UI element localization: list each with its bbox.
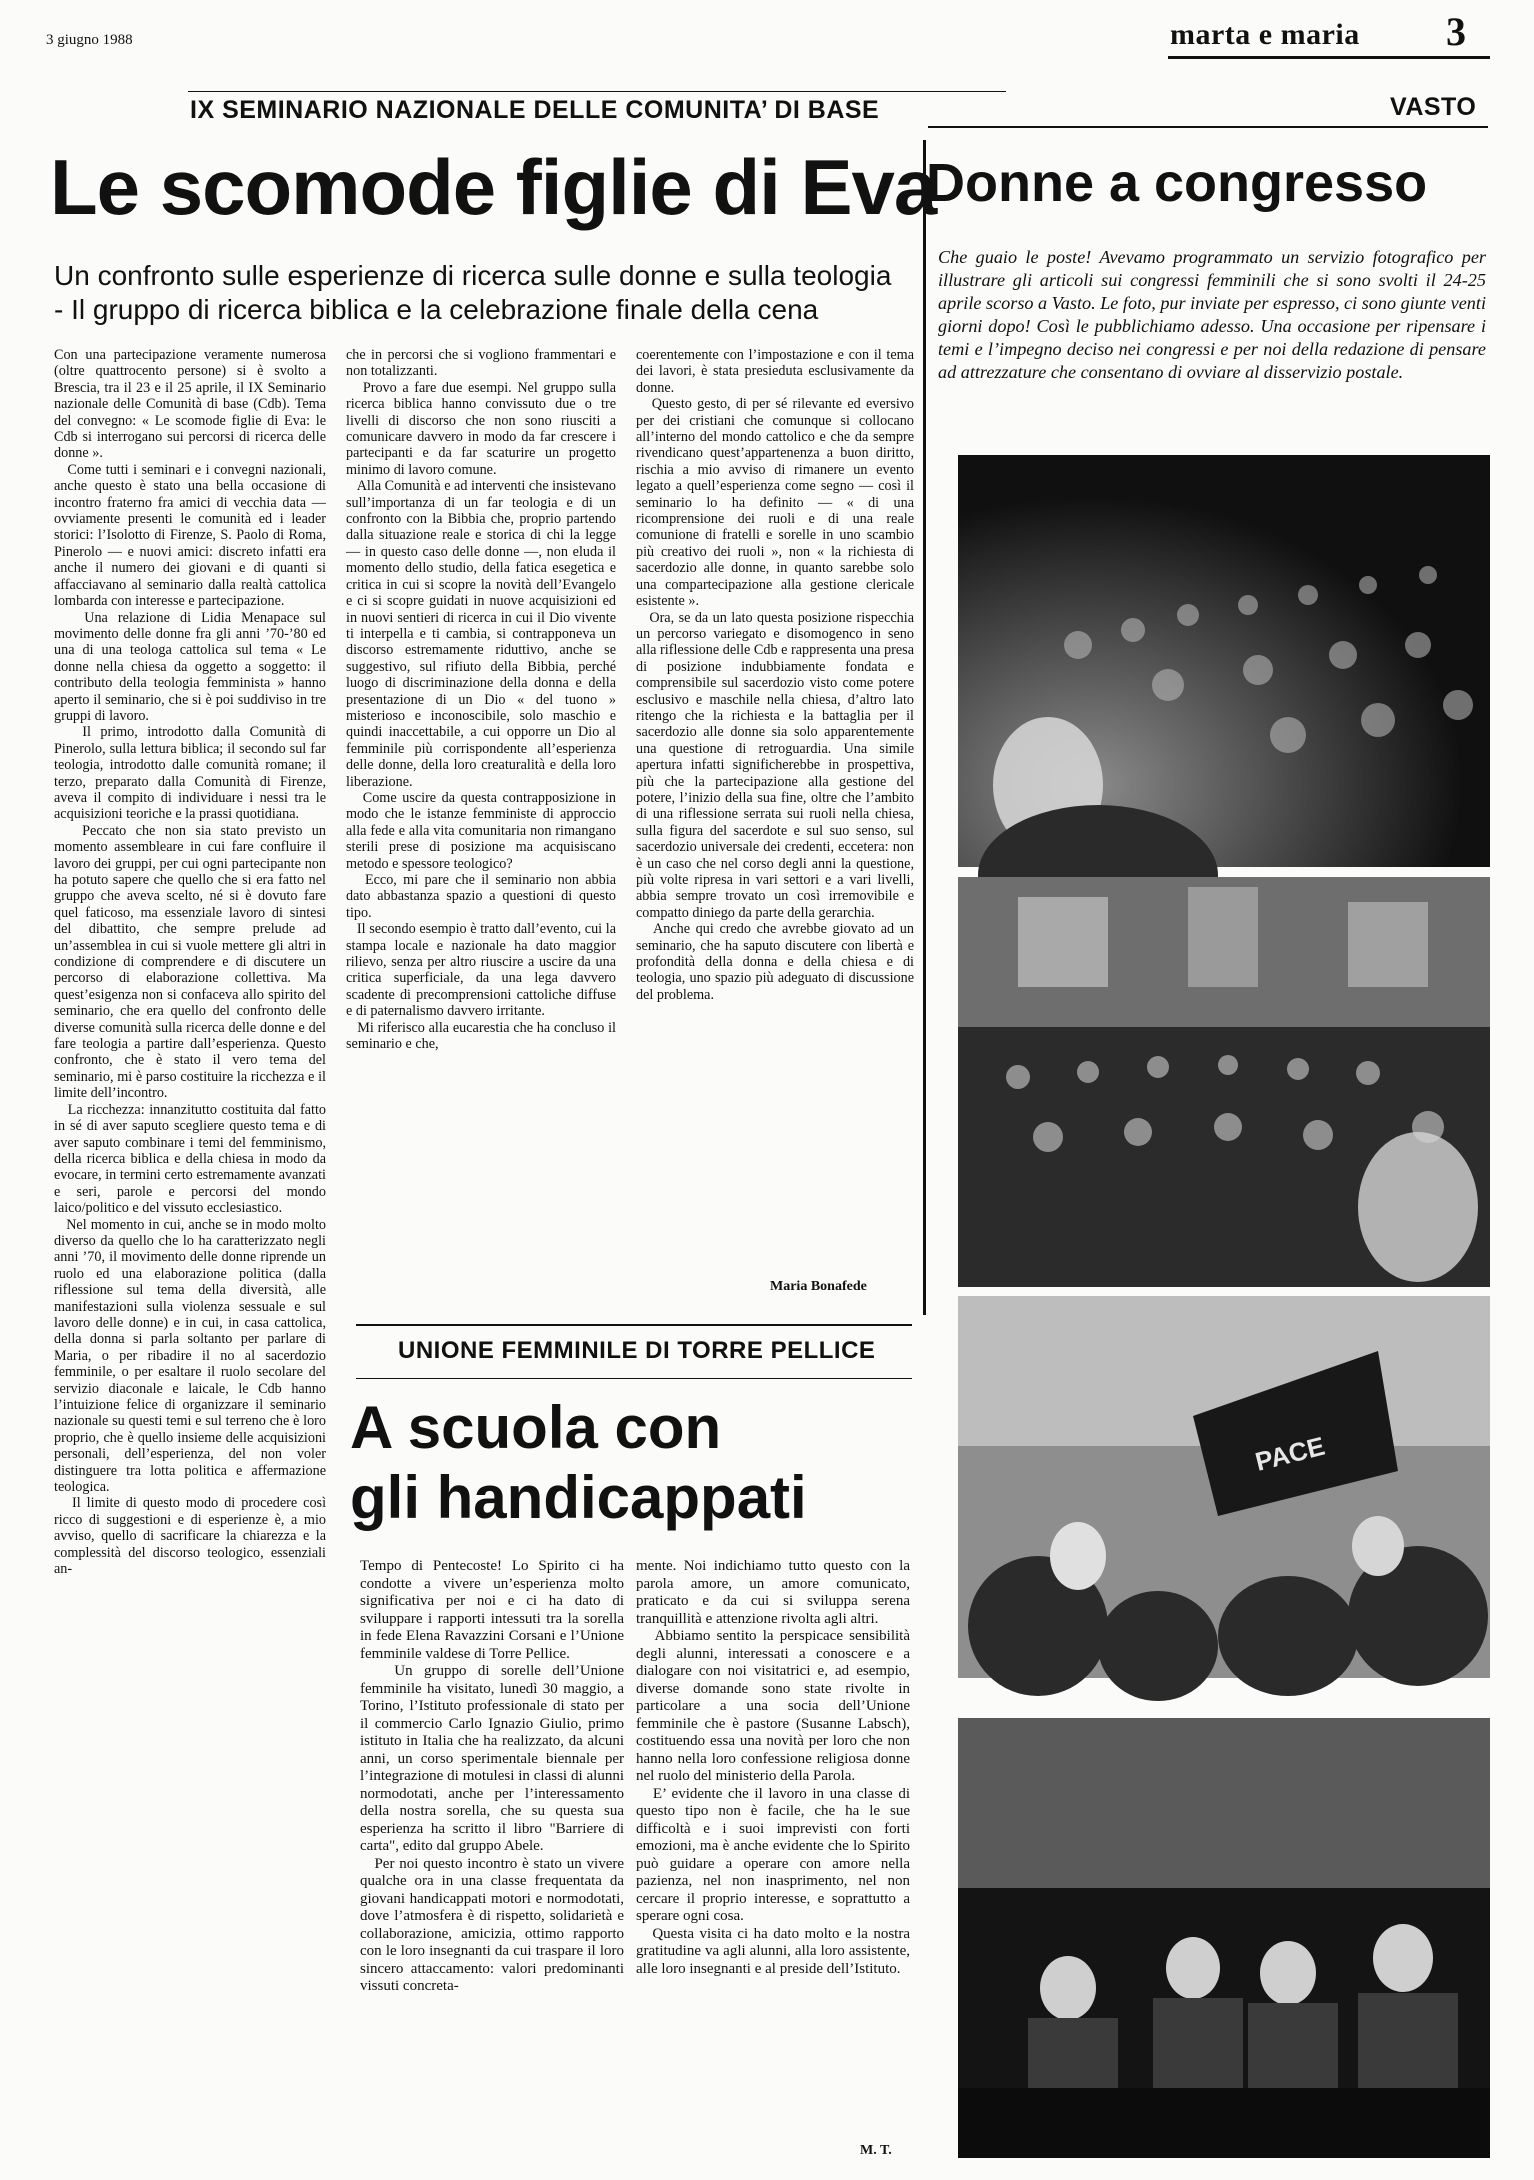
torre-headline-line1: A scuola con [350,1394,722,1461]
vasto-kicker: VASTO [1390,93,1477,121]
eva-headline: Le scomode figlie di Eva [50,143,937,231]
eva-column-3: coerentemente con l’impostazione e con il tema dei lavori, è stata presieduta esclusivamente da donne. Questo gesto, di per sé rilevante ed eversivo per dei cristiani che comunque si collocano all’interno del mondo cattolico e che da sempre rivendicano quest’appartenenza a buon diritto, rischia a mio avviso di rimanere un evento legato a quell’esperienza come segno — così il seminario lo ha definito — « di una ricomprensione dei ruoli e di una reale comunione di fratelli e sorelle in uno scambio più creativo dei ruoli », non « la richiesta di sacerdozio alle donne, in quanto sarebbe solo una compartecipazione alla gestione clericale esistente ». Ora, se da un lato questa posizione rispecchia un percorso variegato e disomogenco in seno alla riflessione delle Cdb e rappresenta una presa di posizione indubbiamente fondata e comprensibile sul sacerdozio visto come potere esclusivo e maschile nella chiesa, d’altro lato ritengo che la richiesta e la battaglia per il sacerdozio alle donne sia solo apparentemente una questione di retroguardia. Una simile apertura infatti significherebbe in prospettiva, più che la partecipazione alla gestione del potere, l’inizio della sua fine, oltre che l’ambito di una riflessione serrata sui ruoli nella chiesa, sulla figura del sacerdote e sul suo senso, sul sacerdozio universale dei credenti, eccetera: non è un caso che nel corso degli anni la questione, più volte ripresa in vari settori e a vari livelli, abbia sempre trovato un così irremovibile e compatto diniego da parte della gerarchia. Anche qui credo che avrebbe giovato ad un seminario, che ha saputo discutere con libertà e profondità della donna e della chiesa e di teologia, uno spazio più adeguato di discussione del problema. [636,347,915,1003]
vasto-rule [928,126,1488,128]
photo-pace-banner [958,1296,1490,1678]
torre-kicker-rule [356,1378,912,1379]
eva-column-1: Con una partecipazione veramente numerosa (oltre quattrocento persone) si è svolto a Brescia, tra il 23 e il 25 aprile, il IX Seminario nazionale delle Comunità di base (Cdb). Tema del convegno: « Le scomode figlie di Eva: le Cdb si interrogano sui percorsi di ricerca delle donne ». Come tutti i seminari e i convegni nazionali, anche questo è stato una bella occasione di incontro fraterno fra amici di vecchia data — ovviamente presenti le comunità ed i leader storici: l’Isolotto di Firenze, S. Paolo di Roma, Pinerolo — e nuovi amici: discreto infatti era anche il numero dei giovani e di quanti si affacciavano al seminario dalla realtà cattolica lombarda con interesse e partecipazione. Una relazione di Lidia Menapace sul movimento delle donne fra gli anni ’70-’80 ed una di una teologa cattolica sul tema « Le donne nella chiesa da oggetto a soggetto: il contributo della teologia femminista » hanno aperto il seminario, che si è poi suddiviso in tre gruppi di lavoro. Il primo, introdotto dalla Comunità di Pinerolo, sulla lettura biblica; il secondo sul far teologia, introdotto dalle comunità romane; il terzo, preparato dalla Comunità di Firenze, aveva il compito di individuare i nessi tra le acquisizioni teoriche e la prassi quotidiana. Peccato che non sia stato previsto un momento assembleare in cui fare confluire il lavoro dei gruppi, per cui ogni partecipante non ha potuto sapere che quello che si era fatto nel gruppo che aveva scelto, né si è dovuto fare quel faticoso, ma essenziale lavoro di sintesi del dibattito, che sempre prelude ad un’assemblea in cui si vuole mettere gli altri in condizione di comprendere e di discutere un percorso di elaborazione collettiva. Ma quest’esigenza non si confaceva allo spirito del seminario, che era quello del confronto delle diverse comunità sulla ricerca delle donne e del fare teologia a partire dall’esperienza. Questo confronto, che è stato il vero tema del seminario, mi è parso costituire la ricchezza e il limite dell’incontro. La ricchezza: innanzitutto costituita dal fatto in sé di aver saputo scegliere questo tema e di aver saputo combinare i temi del femminismo, della ricerca biblica e della chiesa in modo da evocare, in termini certo estremamente avanzati e seri, parole e percorsi del mondo laico/politico e del vissuto ecclesiastico. Nel momento in cui, anche se in modo molto diverso da quello che lo ha caratterizzato negli anni ’70, il movimento delle donne riprende un ruolo ed una elaborazione politica (dalla riflessione sul tema della diversità, alle manifestazioni sulla violenza sessuale e sul lavoro delle donne) e in cui, in casa cattolica, della donna si parla soltanto per parlare di Maria, o per ribadire il no al sacerdozio femminile, o per esaltare il ruolo secolare del servizio diaconale e laicale, le Cdb hanno l’intuizione felice di organizzare il seminario nazionale su questi temi e sul terreno che è loro proprio, che è quello insieme delle acquisizioni personali, dell’esperienza, del non voler distinguere tra lotta politica e affermazione teologica. Il limite di questo modo di procedere così ricco di suggestioni e di esperienze è, a mio avviso, quello di sacrificare la chiarezza e la complessità del discorso teologico, essenziali an- [54,347,327,1578]
torre-headline-line2: gli handicappati [350,1464,807,1531]
page-number: 3 [1446,9,1466,54]
torre-kicker: UNIONE FEMMINILE DI TORRE PELLICE [398,1337,876,1364]
masthead-rule [1168,56,1490,59]
torre-signature: M. T. [860,2143,892,2158]
eva-subtitle: Un confronto sulle esperienze di ricerca sulle donne e sulla teologia - Il gruppo di ricerca biblica e la celebrazione finale della cena [54,260,892,325]
torre-column-2: mente. Noi indichiamo tutto questo con la parola amore, un amore comunicato, praticato e da cui si sviluppa serena tranquillità e attenzione rivolta agli altri. Abbiamo sentito la perspicace sensibilità degli alunni, interessati a conoscere e a dialogare con noi visitatrici e, ad esempio, diverse domande sono state rivolte in particolare a una socia dell’Unione femminile che è pastore (Susanne Labsch), costituendo essa una novità per loro che non hanno nella loro confessione religiosa donne nel ruolo del ministerio della Parola. E’ evidente che il lavoro in una classe di questo tipo non è facile, che ha le sue difficoltà e i suoi imprevisti con forti emozioni, ma è anche evidente che lo Spirito può guidare a operare con amore nella pazienza, nel non inasprimento, nel non cercare il proprio interesse, e soprattutto a sperare ogni cosa. Questa visita ci ha dato molto e la nostra gratitudine va agli alunni, alla loro assistente, alle loro insegnanti e al preside dell’Istituto. [636,1558,911,1977]
vasto-intro: Che guaio le poste! Avevamo programmato un servizio fotografico per illustrare gli articoli sui congressi femminili che si sono svolti il 24-25 aprile scorso a Vasto. Le foto, pur inviate per espresso, ci sono giunte venti giorni dopo! Così le pubblichiamo adesso. Una occasione per ripensare i temi e l’impegno deciso nei congressi e per noi della redazione di pensare ad attrezzature che consentano di ovviare al disservizio postale. [938,247,1486,382]
eva-kicker: IX SEMINARIO NAZIONALE DELLE COMUNITA’ DI BASE [190,96,880,124]
kicker-rule [188,91,1006,92]
photo-conference-hall [958,877,1490,1287]
banner-text: PACE [1252,1430,1328,1477]
column-divider [923,140,926,1315]
eva-column-2: che in percorsi che si vogliono frammentari e non totalizzanti. Provo a fare due esempi. Nel gruppo sulla ricerca biblica hanno convissuto due o tre livelli di discorso che non sono riusciti a comunicare davvero in modo da far crescere i partecipanti e da far scaturire un progetto minimo di lavoro comune. Alla Comunità e ad interventi che insistevano sull’importanza di un far teologia e di un confronto con la Bibbia che, proprio partendo dalla situazione reale e storica di chi la legge — in questo caso delle donne —, non eluda il momento dello studio, della fatica esegetica e critica in cui si scopre la novità dell’Evangelo e ci si scopre guidati in nuove acquisizioni ed in nuovi sentieri di ricerca in cui il Dio vivente ti interpella e ti cambia, si contrapponeva un discorso estremamente riduttivo, anche se suggestivo, sul rifiuto della Bibbia, perché luogo di discriminazione della donna e della presentazione di un Dio « del tuono » misterioso e inconoscibile, solo maschio e quindi inaccettabile, a cui opporre un Dio al femminile più corrispondente all’esperienza delle donne, della loro creaturalità e della loro liberazione. Come uscire da questa contrapposizione in modo che le istanze femministe di approccio alla fede e alla vita comunitaria non rimangano sterili prese di posizione ma acquisiscano metodo e spessore teologico? Ecco, mi pare che il seminario non abbia dato abbastanza spazio a questioni di questo tipo. Il secondo esempio è tratto dall’evento, cui la stampa locale e nazionale ha dato maggior rilievo, senza per altro riuscire a uscire da una critica superficiale, da una lega davvero scadente di precomprensioni cattoliche diffuse e di paternalismo davvero irritante. Mi riferisco alla eucarestia che ha concluso il seminario e che, [346,347,617,1053]
torre-column-1: Tempo di Pentecoste! Lo Spirito ci ha condotte a vivere un’esperienza molto significativa per noi e ci ha dato di sviluppare i rapporti intessuti tra la sorella in fede Elena Ravazzini Corsani e l’Unione femminile valdese di Torre Pellice. Un gruppo di sorelle dell’Unione femminile ha visitato, lunedì 30 maggio, a Torino, l’Istituto professionale di stato per il commercio Carlo Ignazio Giulio, primo istituto in Italia che ha realizzato, da alcuni anni, un corso sperimentale biennale per l’integrazione di motulesi in classi di alunni normodotati, anche per l’interessamento della nostra sorella, che su questa sua esperienza ha scritto il libro "Barriere di carta", edito dal gruppo Abele. Per noi questo incontro è stato un vivere qualche ora in una classe frequentata da giovani handicappati motori e normodotati, dove l’atmosfera è di rispetto, solidarietà e collaborazione, amicizia, ottimo rapporto con le loro insegnanti da cui traspare il loro sincero attaccamento: valori predominanti vissuti concreta- [360,1558,625,1994]
masthead: marta e maria [1170,18,1360,51]
photo-audience [958,455,1490,867]
vasto-headline: Donne a congresso [926,153,1428,213]
torre-top-rule [356,1324,912,1326]
eva-signature: Maria Bonafede [770,1279,867,1294]
issue-date: 3 giugno 1988 [46,32,133,48]
photo-speakers-table [958,1718,1490,2158]
